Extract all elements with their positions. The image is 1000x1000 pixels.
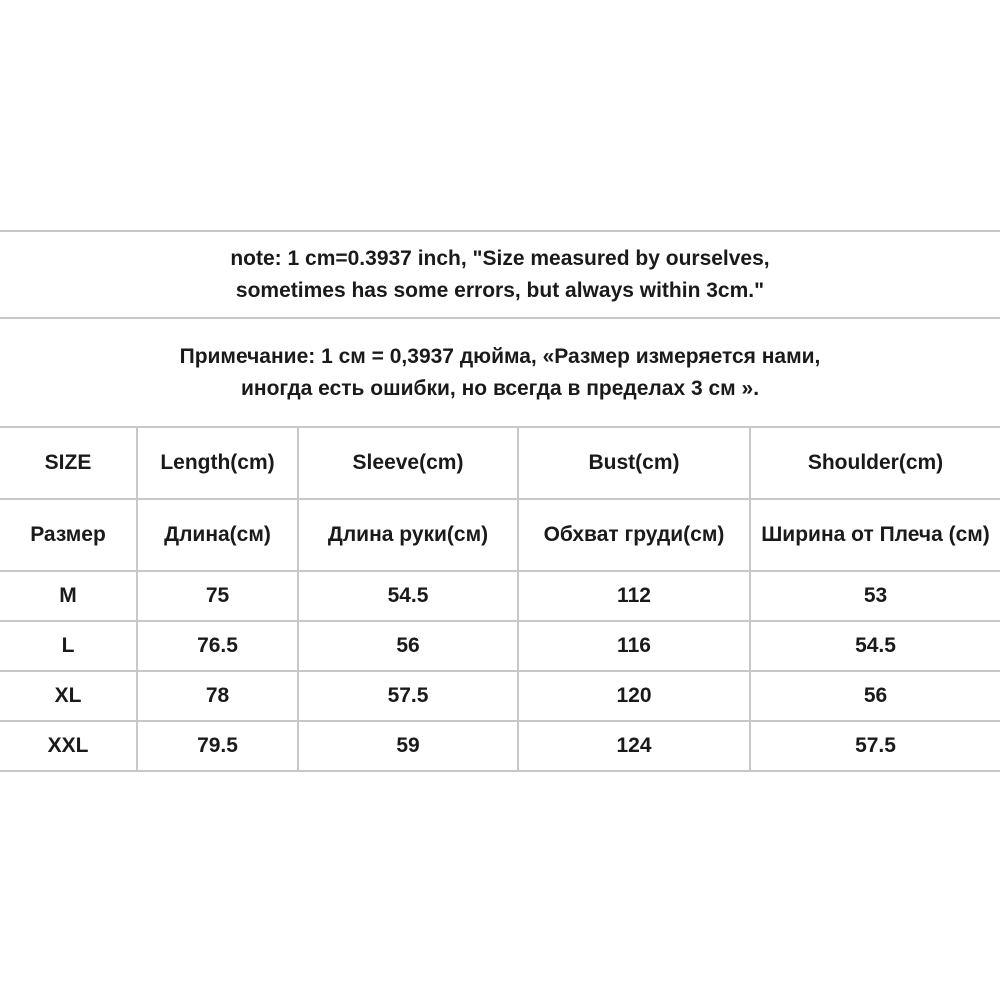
header-size: SIZE: [0, 427, 137, 499]
size-table: [0, 426, 1000, 772]
header-length: Length(cm): [137, 427, 298, 499]
note-russian-line-2: иногда есть ошибки, но всегда в пределах 3 см ».: [240, 377, 760, 400]
cell-sleeve: 57.5: [298, 671, 518, 721]
cell-length: 78: [137, 671, 298, 721]
cell-shoulder: 57.5: [750, 721, 1000, 771]
header-bust: Bust(cm): [518, 427, 750, 499]
cell-length: 79.5: [137, 721, 298, 771]
table-row: [0, 571, 1000, 621]
header-shoulder-ru: Ширина от Плеча (см): [750, 499, 1000, 571]
cell-bust: 120: [518, 671, 750, 721]
cell-length: 76.5: [137, 621, 298, 671]
header-sleeve: Sleeve(cm): [298, 427, 518, 499]
cell-size: M: [0, 571, 137, 621]
cell-sleeve: 59: [298, 721, 518, 771]
header-sleeve-ru: Длина руки(см): [298, 499, 518, 571]
table-row: [0, 621, 1000, 671]
cell-length: 75: [137, 571, 298, 621]
cell-shoulder: 53: [750, 571, 1000, 621]
cell-size: XL: [0, 671, 137, 721]
header-size-ru: Размер: [0, 499, 137, 571]
header-row-russian: [0, 499, 1000, 571]
cell-size: XXL: [0, 721, 137, 771]
note-english-line-2: sometimes has some errors, but always within 3cm.": [235, 279, 765, 302]
cell-shoulder: 56: [750, 671, 1000, 721]
cell-bust: 116: [518, 621, 750, 671]
cell-sleeve: 56: [298, 621, 518, 671]
header-shoulder: Shoulder(cm): [750, 427, 1000, 499]
table-row: [0, 721, 1000, 771]
table-row: [0, 671, 1000, 721]
note-english-line-1: note: 1 cm=0.3937 inch, "Size measured by ourselves,: [230, 247, 770, 270]
header-length-ru: Длина(см): [137, 499, 298, 571]
cell-bust: 112: [518, 571, 750, 621]
cell-bust: 124: [518, 721, 750, 771]
note-russian: [0, 317, 1000, 427]
note-russian-line-1: Примечание: 1 см = 0,3937 дюйма, «Размер измеряется нами,: [179, 345, 821, 368]
header-row-english: [0, 427, 1000, 499]
cell-size: L: [0, 621, 137, 671]
note-english: [0, 230, 1000, 318]
cell-shoulder: 54.5: [750, 621, 1000, 671]
header-bust-ru: Обхват груди(см): [518, 499, 750, 571]
cell-sleeve: 54.5: [298, 571, 518, 621]
